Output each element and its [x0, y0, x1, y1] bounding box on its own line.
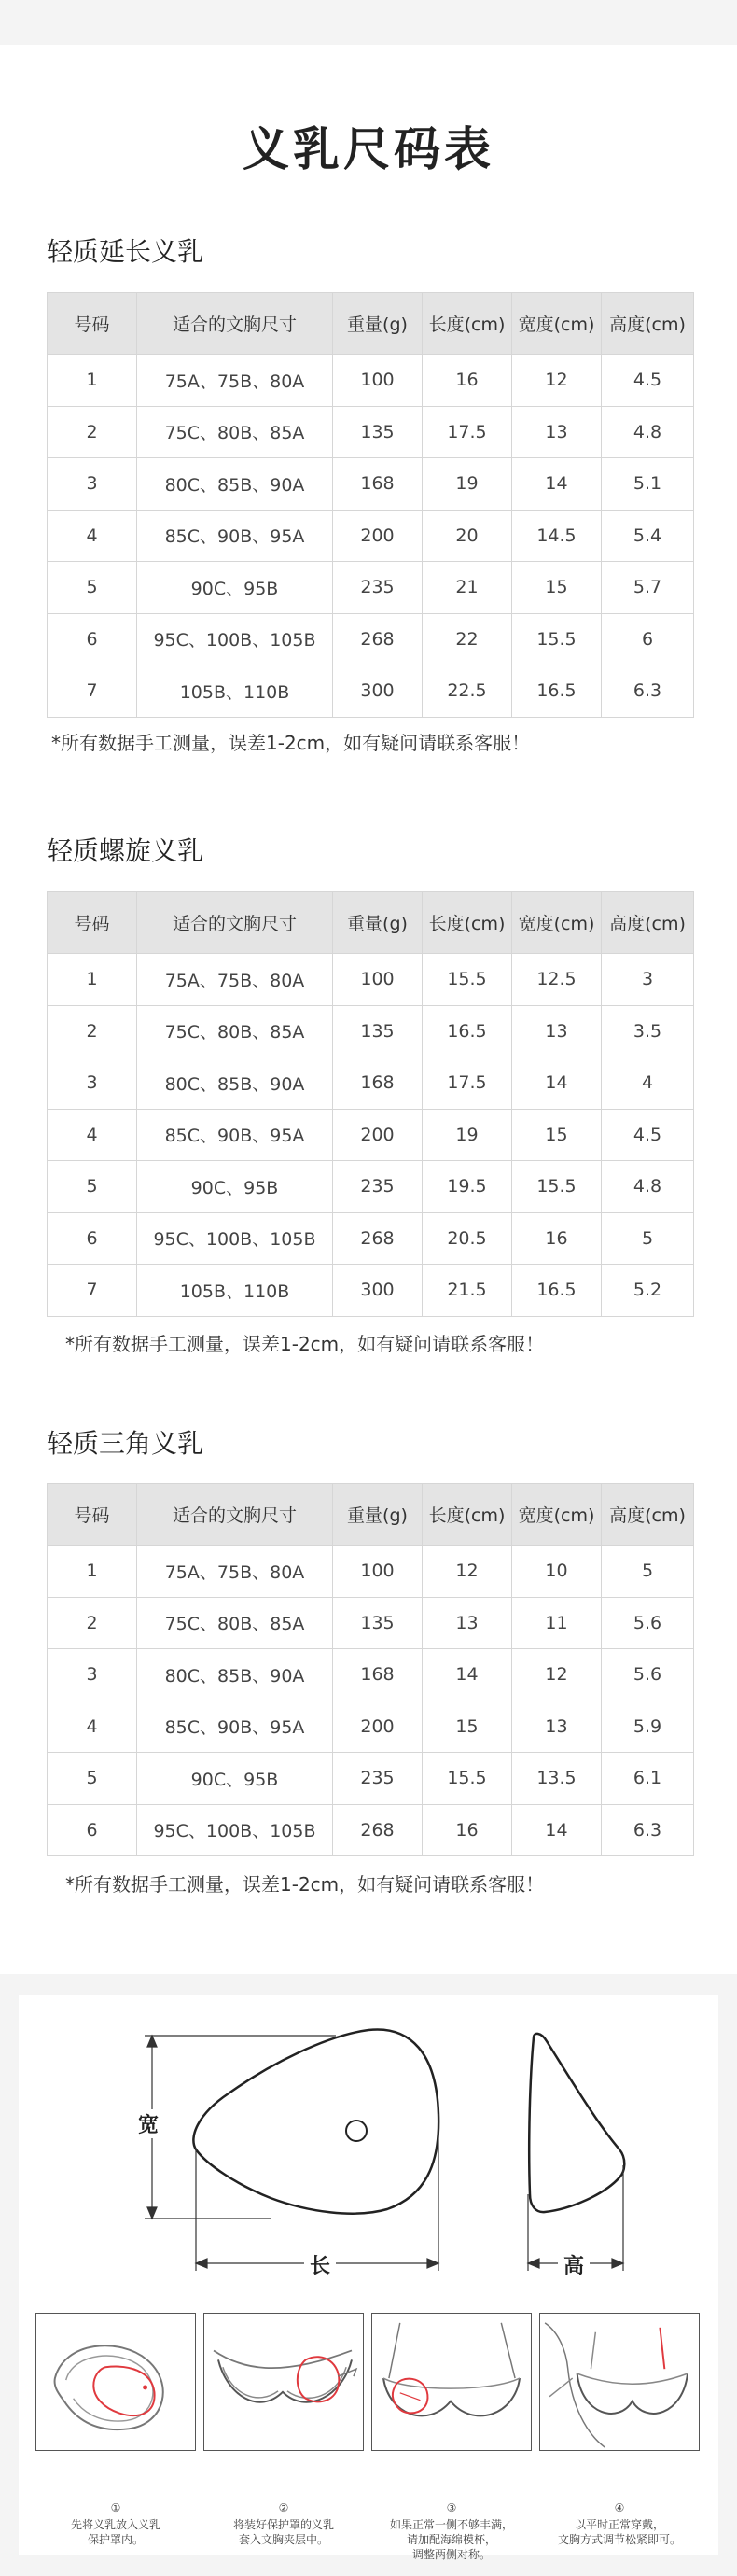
table-row [48, 1649, 694, 1701]
cell-height: 6 [602, 613, 694, 665]
header-weight: 重量(g) [333, 892, 423, 954]
cell-length: 20.5 [423, 1212, 512, 1265]
step-3-illustration [371, 2313, 532, 2451]
cell-width: 13.5 [512, 1753, 602, 1805]
cell-bra-size: 90C、95B [137, 562, 333, 614]
table-row [48, 1161, 694, 1213]
cell-length: 20 [423, 510, 512, 562]
cell-bra-size: 75A、75B、80A [137, 954, 333, 1006]
table-row [48, 1265, 694, 1317]
cell-width: 13 [512, 406, 602, 458]
cell-weight: 100 [333, 1546, 423, 1598]
cell-width: 16.5 [512, 665, 602, 718]
cell-size: 1 [48, 954, 137, 1006]
length-dimension-lines [196, 2114, 438, 2271]
cell-bra-size: 95C、100B、105B [137, 613, 333, 665]
cell-weight: 135 [333, 1597, 423, 1649]
cell-width: 11 [512, 1597, 602, 1649]
cell-size: 5 [48, 1753, 137, 1805]
cell-bra-size: 95C、100B、105B [137, 1212, 333, 1265]
header-height: 高度(cm) [602, 293, 694, 355]
cell-width: 15.5 [512, 1161, 602, 1213]
table-header-row [48, 1484, 694, 1546]
top-band [0, 0, 737, 45]
cell-height: 3.5 [602, 1005, 694, 1057]
table-row [48, 1109, 694, 1161]
step-4-line-1: 以平时正常穿戴， [574, 2518, 664, 2531]
cell-length: 16 [423, 355, 512, 407]
cell-length: 21.5 [423, 1265, 512, 1317]
header-length: 长度(cm) [423, 293, 512, 355]
header-width: 宽度(cm) [512, 892, 602, 954]
cell-width: 16 [512, 1212, 602, 1265]
cell-length: 21 [423, 562, 512, 614]
cell-bra-size: 80C、85B、90A [137, 458, 333, 511]
section-title-triangle: 轻质三角义乳 [47, 1428, 204, 1459]
cell-weight: 168 [333, 1649, 423, 1701]
width-dimension-lines [145, 2036, 336, 2219]
dimension-diagram [0, 1974, 737, 2310]
step-4-line-2: 文胸方式调节松紧即可。 [557, 2533, 681, 2546]
cell-height: 5 [602, 1212, 694, 1265]
cell-height: 5.6 [602, 1649, 694, 1701]
cell-height: 5.2 [602, 1265, 694, 1317]
cell-width: 12 [512, 1649, 602, 1701]
cell-bra-size: 75C、80B、85A [137, 406, 333, 458]
cell-bra-size: 90C、95B [137, 1753, 333, 1805]
cell-width: 14 [512, 458, 602, 511]
table-row [48, 1005, 694, 1057]
step-4-illustration [539, 2313, 700, 2451]
cell-weight: 200 [333, 1701, 423, 1753]
table-row [48, 1212, 694, 1265]
cell-length: 15.5 [423, 954, 512, 1006]
cell-size: 1 [48, 1546, 137, 1598]
header-length: 长度(cm) [423, 892, 512, 954]
cell-size: 2 [48, 1597, 137, 1649]
step-2-illustration [203, 2313, 364, 2451]
cell-width: 15 [512, 562, 602, 614]
table-header-row [48, 293, 694, 355]
cell-height: 4 [602, 1057, 694, 1110]
cell-height: 3 [602, 954, 694, 1006]
height-label: 高 [558, 2250, 590, 2279]
cell-weight: 100 [333, 355, 423, 407]
cell-size: 5 [48, 1161, 137, 1213]
cell-weight: 268 [333, 1212, 423, 1265]
cell-bra-size: 75A、75B、80A [137, 1546, 333, 1598]
cell-length: 15.5 [423, 1753, 512, 1805]
cell-size: 2 [48, 406, 137, 458]
step-3-caption [371, 2517, 532, 2562]
step-2-number: ② [278, 2501, 289, 2514]
cell-width: 12.5 [512, 954, 602, 1006]
measurement-note: *所有数据手工测量，误差1-2cm，如有疑问请联系客服！ [51, 732, 531, 754]
step-3-line-3: 调整两侧对称。 [411, 2548, 491, 2561]
cell-height: 5 [602, 1546, 694, 1598]
header-size: 号码 [48, 892, 137, 954]
header-bra-size: 适合的文胸尺寸 [137, 1484, 333, 1546]
cell-width: 13 [512, 1005, 602, 1057]
size-table-extended [47, 292, 694, 718]
step-2-caption [203, 2517, 364, 2547]
cell-size: 6 [48, 613, 137, 665]
cell-bra-size: 105B、110B [137, 665, 333, 718]
table-row [48, 665, 694, 718]
header-size: 号码 [48, 1484, 137, 1546]
cell-width: 16.5 [512, 1265, 602, 1317]
cell-height: 5.7 [602, 562, 694, 614]
step-1-number: ① [110, 2501, 121, 2514]
step-3-line-2: 请加配海绵模杯， [406, 2533, 496, 2546]
table-row [48, 562, 694, 614]
cell-height: 5.4 [602, 510, 694, 562]
cell-length: 22 [423, 613, 512, 665]
header-bra-size: 适合的文胸尺寸 [137, 293, 333, 355]
section-title-extended: 轻质延长义乳 [47, 236, 204, 267]
cell-length: 12 [423, 1546, 512, 1598]
cell-weight: 168 [333, 458, 423, 511]
step-4-number: ④ [614, 2501, 625, 2514]
table-row [48, 510, 694, 562]
cell-bra-size: 75C、80B、85A [137, 1597, 333, 1649]
cell-size: 3 [48, 458, 137, 511]
cell-weight: 100 [333, 954, 423, 1006]
cell-size: 3 [48, 1057, 137, 1110]
cell-width: 14 [512, 1057, 602, 1110]
header-weight: 重量(g) [333, 293, 423, 355]
header-size: 号码 [48, 293, 137, 355]
prosthesis-front-shape [193, 2029, 438, 2213]
cell-weight: 300 [333, 665, 423, 718]
cell-length: 14 [423, 1649, 512, 1701]
step-1-illustration [35, 2313, 196, 2451]
cell-width: 14 [512, 1804, 602, 1856]
cell-length: 19.5 [423, 1161, 512, 1213]
cell-bra-size: 90C、95B [137, 1161, 333, 1213]
cell-height: 5.1 [602, 458, 694, 511]
cell-weight: 268 [333, 613, 423, 665]
cell-weight: 235 [333, 1161, 423, 1213]
cell-bra-size: 85C、90B、95A [137, 1109, 333, 1161]
header-width: 宽度(cm) [512, 293, 602, 355]
measurement-note: *所有数据手工测量，误差1-2cm，如有疑问请联系客服！ [65, 1333, 545, 1355]
cell-width: 12 [512, 355, 602, 407]
header-height: 高度(cm) [602, 892, 694, 954]
page-title: 义乳尺码表 [243, 122, 494, 176]
header-width: 宽度(cm) [512, 1484, 602, 1546]
cell-height: 4.8 [602, 406, 694, 458]
table-row [48, 1753, 694, 1805]
step-4-caption [539, 2517, 700, 2547]
cell-length: 22.5 [423, 665, 512, 718]
table-row [48, 1597, 694, 1649]
cell-length: 19 [423, 458, 512, 511]
step-2-line-2: 套入文胸夹层中。 [238, 2533, 328, 2546]
cell-length: 13 [423, 1597, 512, 1649]
size-table-triangle [47, 1483, 694, 1856]
header-weight: 重量(g) [333, 1484, 423, 1546]
cell-width: 14.5 [512, 510, 602, 562]
cell-length: 17.5 [423, 406, 512, 458]
cell-width: 13 [512, 1701, 602, 1753]
step-3-number: ③ [446, 2501, 457, 2514]
cell-size: 4 [48, 1109, 137, 1161]
cell-weight: 235 [333, 1753, 423, 1805]
step-2-line-1: 将装好保护罩的义乳 [232, 2518, 334, 2531]
length-label: 长 [304, 2250, 336, 2279]
table-row [48, 458, 694, 511]
cell-size: 6 [48, 1212, 137, 1265]
cell-bra-size: 85C、90B、95A [137, 1701, 333, 1753]
cell-height: 6.3 [602, 665, 694, 718]
cell-width: 10 [512, 1546, 602, 1598]
cell-bra-size: 80C、85B、90A [137, 1057, 333, 1110]
table-row [48, 355, 694, 407]
step-3-line-1: 如果正常一侧不够丰满， [389, 2518, 513, 2531]
cell-size: 2 [48, 1005, 137, 1057]
cell-size: 4 [48, 1701, 137, 1753]
cell-height: 5.9 [602, 1701, 694, 1753]
table-row [48, 406, 694, 458]
cell-bra-size: 85C、90B、95A [137, 510, 333, 562]
cell-height: 4.5 [602, 355, 694, 407]
cell-weight: 200 [333, 510, 423, 562]
cell-size: 7 [48, 1265, 137, 1317]
cell-weight: 135 [333, 406, 423, 458]
cell-bra-size: 75C、80B、85A [137, 1005, 333, 1057]
cell-weight: 168 [333, 1057, 423, 1110]
cell-width: 15 [512, 1109, 602, 1161]
cell-height: 4.5 [602, 1109, 694, 1161]
cell-height: 4.8 [602, 1161, 694, 1213]
cell-size: 5 [48, 562, 137, 614]
header-bra-size: 适合的文胸尺寸 [137, 892, 333, 954]
cell-bra-size: 95C、100B、105B [137, 1804, 333, 1856]
table-row [48, 954, 694, 1006]
cell-height: 6.1 [602, 1753, 694, 1805]
width-label: 宽 [132, 2109, 164, 2138]
table-row [48, 1546, 694, 1598]
cell-weight: 135 [333, 1005, 423, 1057]
size-table-spiral [47, 891, 694, 1317]
cell-size: 1 [48, 355, 137, 407]
cell-length: 16.5 [423, 1005, 512, 1057]
cell-weight: 300 [333, 1265, 423, 1317]
section-title-spiral: 轻质螺旋义乳 [47, 835, 204, 866]
cell-weight: 200 [333, 1109, 423, 1161]
cell-width: 15.5 [512, 613, 602, 665]
cell-bra-size: 75A、75B、80A [137, 355, 333, 407]
step-1-caption [35, 2517, 196, 2547]
header-height: 高度(cm) [602, 1484, 694, 1546]
cell-length: 19 [423, 1109, 512, 1161]
table-row [48, 613, 694, 665]
cell-length: 16 [423, 1804, 512, 1856]
cell-size: 7 [48, 665, 137, 718]
cell-length: 17.5 [423, 1057, 512, 1110]
cell-height: 5.6 [602, 1597, 694, 1649]
cell-bra-size: 80C、85B、90A [137, 1649, 333, 1701]
table-row [48, 1701, 694, 1753]
cell-size: 4 [48, 510, 137, 562]
cell-size: 6 [48, 1804, 137, 1856]
step-1-line-2: 保护罩内。 [87, 2533, 144, 2546]
cell-bra-size: 105B、110B [137, 1265, 333, 1317]
table-header-row [48, 892, 694, 954]
cell-weight: 235 [333, 562, 423, 614]
step-1-line-1: 先将义乳放入义乳 [70, 2518, 160, 2531]
measurement-note: *所有数据手工测量，误差1-2cm，如有疑问请联系客服！ [65, 1873, 545, 1896]
cell-weight: 268 [333, 1804, 423, 1856]
table-row [48, 1057, 694, 1110]
cell-height: 6.3 [602, 1804, 694, 1856]
cell-size: 3 [48, 1649, 137, 1701]
prosthesis-side-shape [529, 2034, 624, 2212]
table-row [48, 1804, 694, 1856]
cell-length: 15 [423, 1701, 512, 1753]
header-length: 长度(cm) [423, 1484, 512, 1546]
